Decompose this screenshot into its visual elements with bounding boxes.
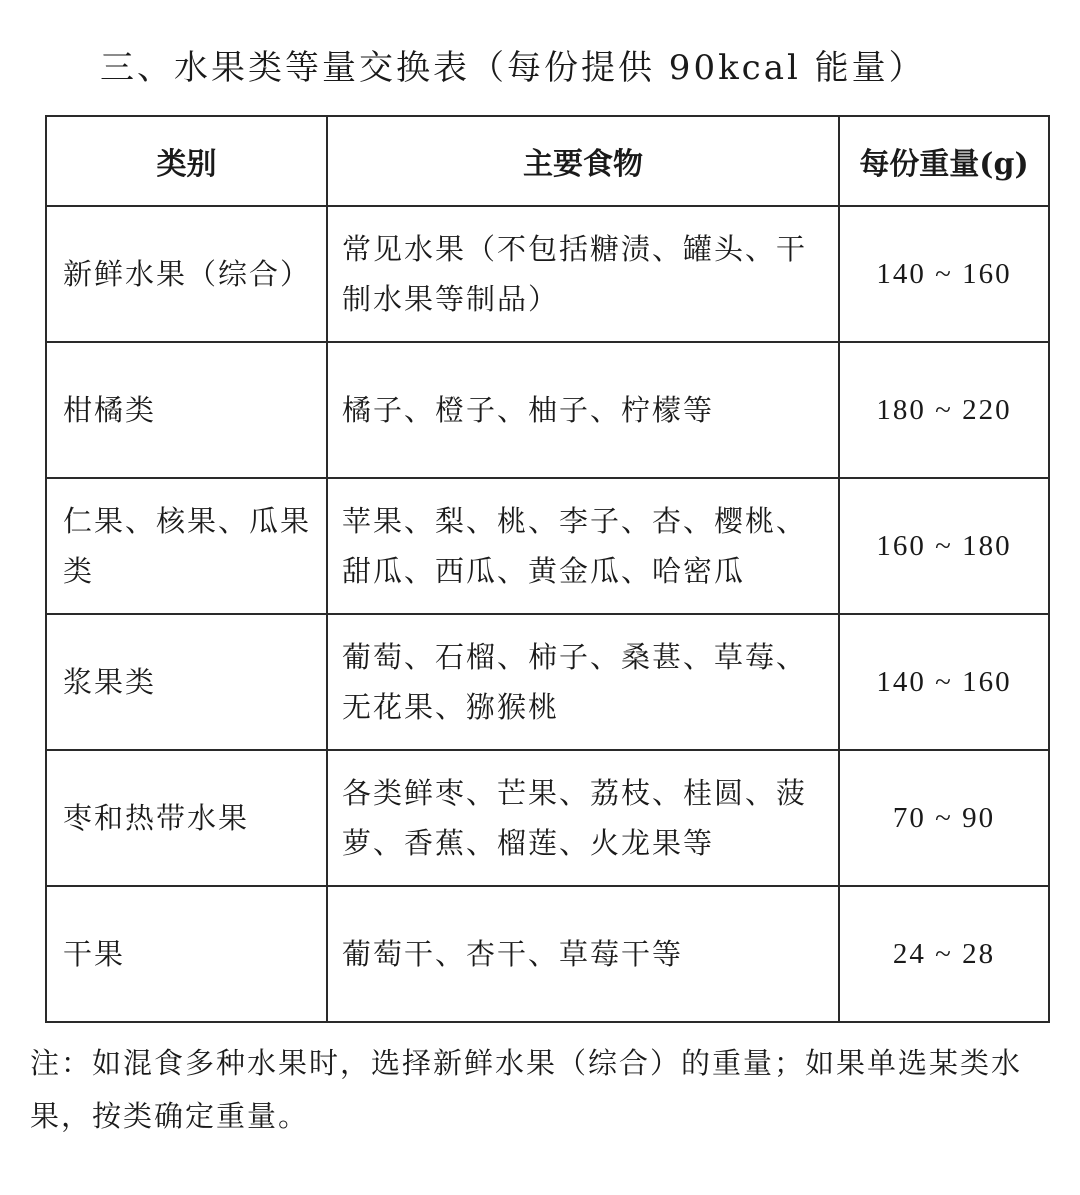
row-foods: 葡萄、石榴、柿子、桑葚、草莓、无花果、猕猴桃 — [327, 614, 839, 750]
row-weight: 70 ~ 90 — [839, 750, 1049, 886]
row-weight: 160 ~ 180 — [839, 478, 1049, 614]
fruit-exchange-table — [45, 115, 1050, 1023]
table-row — [46, 886, 1049, 1022]
table-row — [46, 750, 1049, 886]
row-weight: 24 ~ 28 — [839, 886, 1049, 1022]
row-category: 浆果类 — [46, 614, 327, 750]
footnote: 注：如混食多种水果时，选择新鲜水果（综合）的重量；如果单选某类水果，按类确定重量。 — [30, 1046, 1023, 1133]
table-row — [46, 478, 1049, 614]
header-category: 类别 — [46, 116, 327, 206]
row-weight: 140 ~ 160 — [839, 206, 1049, 342]
row-foods: 苹果、梨、桃、李子、杏、樱桃、甜瓜、西瓜、黄金瓜、哈密瓜 — [327, 478, 839, 614]
row-category: 枣和热带水果 — [46, 750, 327, 886]
row-category: 干果 — [46, 886, 327, 1022]
table-row — [46, 614, 1049, 750]
table-row — [46, 342, 1049, 478]
row-weight: 140 ~ 160 — [839, 614, 1049, 750]
row-foods: 常见水果（不包括糖渍、罐头、干制水果等制品） — [327, 206, 839, 342]
row-category: 新鲜水果（综合） — [46, 206, 327, 342]
row-category: 仁果、核果、瓜果类 — [46, 478, 327, 614]
table-header-row — [46, 116, 1049, 206]
row-category: 柑橘类 — [46, 342, 327, 478]
header-weight: 每份重量(g) — [839, 116, 1049, 206]
row-weight: 180 ~ 220 — [839, 342, 1049, 478]
page-title: 三、水果类等量交换表（每份提供 90kcal 能量） — [100, 48, 926, 88]
row-foods: 葡萄干、杏干、草莓干等 — [327, 886, 839, 1022]
header-foods: 主要食物 — [327, 116, 839, 206]
table-row — [46, 206, 1049, 342]
row-foods: 橘子、橙子、柚子、柠檬等 — [327, 342, 839, 478]
row-foods: 各类鲜枣、芒果、荔枝、桂圆、菠萝、香蕉、榴莲、火龙果等 — [327, 750, 839, 886]
